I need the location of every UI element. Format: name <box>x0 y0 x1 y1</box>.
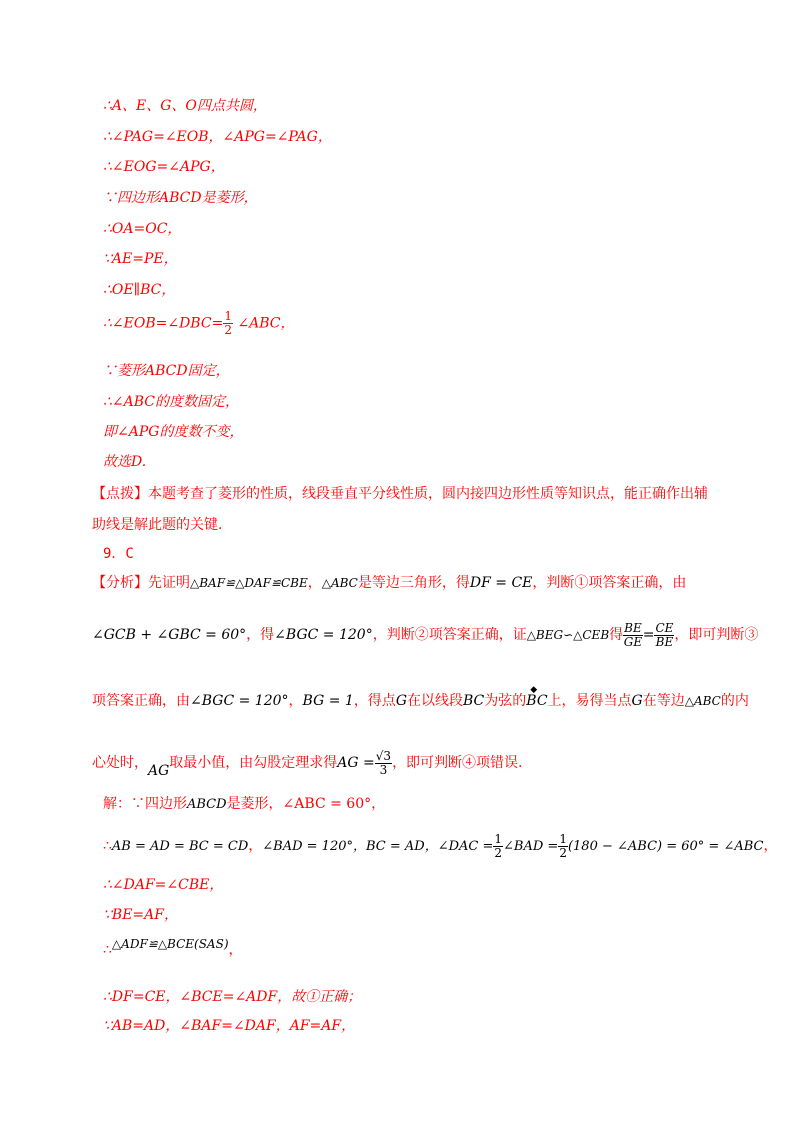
question-number: 9．C <box>103 546 134 562</box>
proof-line: ∵四边形ABCD是菱形， <box>103 190 258 206</box>
solution-line-6: ∴DF=CE，∠BCE=∠ADF，故①正确； <box>103 989 362 1005</box>
analysis-line-2: ∠GCB + ∠GBC = 60°，得∠BGC = 120°，判断②项答案正确，证△BEG∽△CEB得 $\frac{BE}{GE}$ = $\frac{CE}{BE}$ ，即可判断③ <box>92 620 759 649</box>
arc-bc: ◆ BC <box>526 693 547 709</box>
proof-line: 即∠APG的度数不变， <box>103 424 244 440</box>
proof-line: ∴OA=OC， <box>103 221 182 237</box>
analysis-line-4: 心处时，AG取最小值，由勾股定理求得AG = $\frac{√3}{3}$ ，即可判断④项错误. <box>92 748 523 779</box>
solution-line-4: ∵BE=AF， <box>103 907 178 923</box>
proof-line: ∵AE=PE， <box>103 251 178 267</box>
proof-line: ∴∠PAG=∠EOB，∠APG=∠PAG， <box>103 129 332 145</box>
proof-line: ∵菱形ABCD固定， <box>103 363 230 379</box>
solution-line-5: ∴△ADF≌△BCE(SAS)， <box>103 937 243 958</box>
solution-line-3: ∴∠DAF=∠CBE， <box>103 877 224 893</box>
fraction-half: $\frac{1}{2}$ <box>224 309 232 337</box>
proof-line: ∴A、E、G、O四点共圆， <box>103 98 267 114</box>
solution-line-7: ∵AB=AD，∠BAF=∠DAF，AF=AF， <box>103 1018 356 1034</box>
analysis-line-1: 【分析】先证明△BAF≌△DAF≌CBE，△ABC是等边三角形，得DF = CE，判断①项答案正确，由 <box>92 575 687 591</box>
solution-line-1: 解：∵四边形ABCD是菱形，∠ABC = 60°， <box>103 796 386 812</box>
dianbo-line-2: 助线是解此题的关键. <box>92 517 223 533</box>
proof-line: 故选D. <box>103 454 147 470</box>
fraction-ce-be: $\frac{CE}{BE}$ <box>655 620 674 649</box>
proof-line: ∴∠ABC的度数固定， <box>103 394 240 410</box>
arc-mark-icon: ◆ <box>530 685 538 695</box>
proof-line: ∴∠EOG=∠APG， <box>103 159 225 175</box>
analysis-line-3: 项答案正确，由∠BGC = 120°，BG = 1，得点G在以线段BC为弦的 ◆ BC上，易得当点G在等边△ABC的内 <box>92 692 749 710</box>
half-angle-line: ∴∠EOB=∠DBC= $\frac{1}{2}$ ∠ABC， <box>103 309 295 337</box>
solution-line-2: ∴AB = AD = BC = CD，∠BAD = 120°，BC = AD，∠DAC = $\frac{1}{2}$ ∠BAD = $\frac{1}{2}$ (180 − ∠ABC) = 60° = ∠ABC， <box>103 831 778 860</box>
dianbo-line-1: 【点拨】本题考查了菱形的性质，线段垂直平分线性质，圆内接四边形性质等知识点，能正确作出辅 <box>92 486 708 502</box>
fraction-sqrt3-3: $\frac{√3}{3}$ <box>375 748 392 777</box>
fraction-half: $\frac{1}{2}$ <box>494 831 503 860</box>
fraction-half: $\frac{1}{2}$ <box>559 831 567 860</box>
fraction-be-ge: $\frac{BE}{GE}$ <box>623 620 643 649</box>
proof-line: ∴OE∥BC， <box>103 282 176 298</box>
